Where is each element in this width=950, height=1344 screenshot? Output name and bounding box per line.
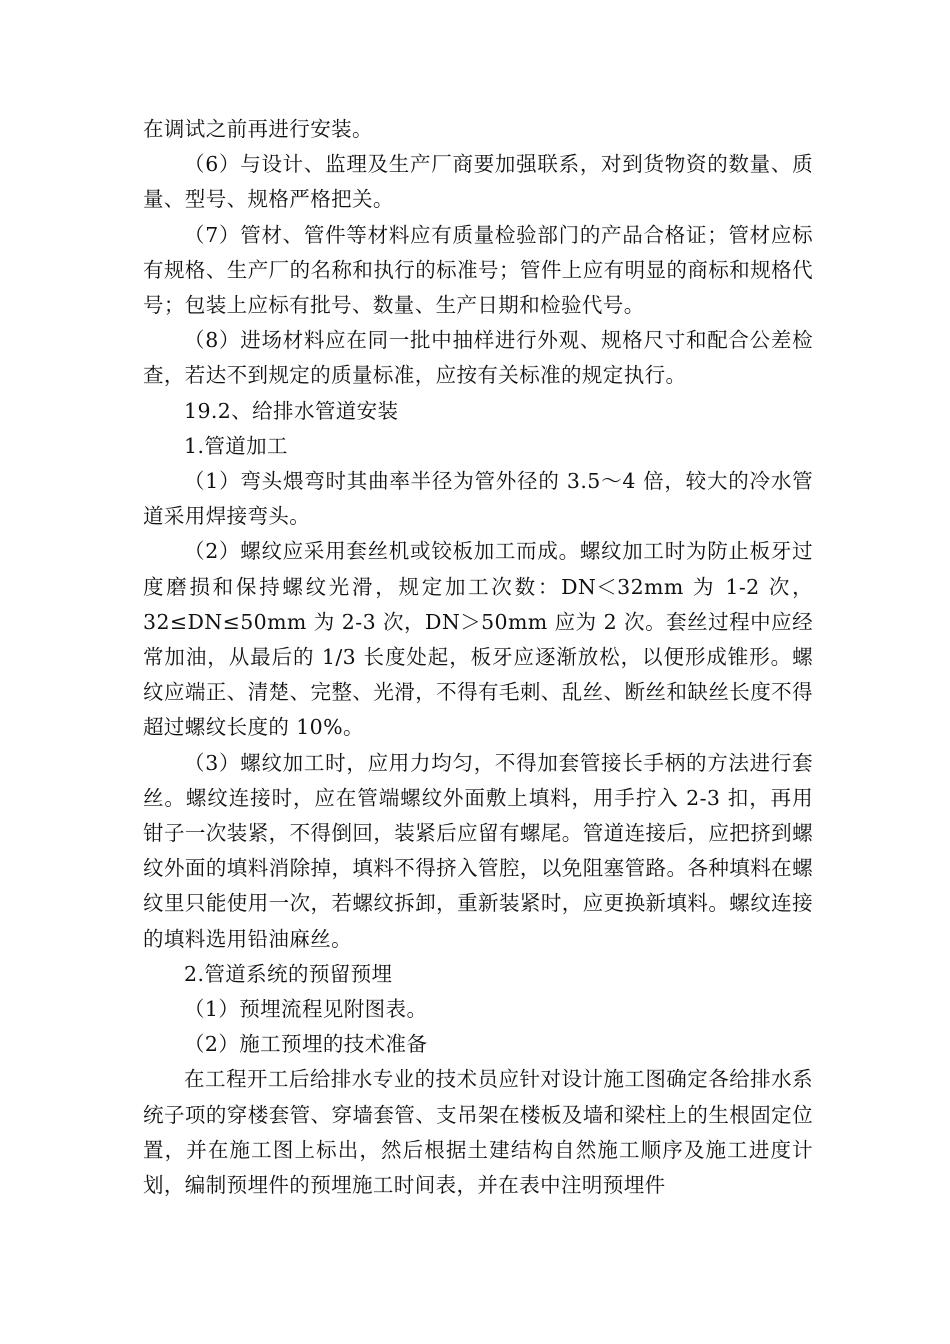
paragraph-embedding-1: （1）预埋流程见附图表。 <box>184 997 428 1022</box>
paragraph-item-8: （8）进场材料应在同一批中抽样进行外观、规格尺寸和配合公差检查，若达不到规定的质量标准，应按有关标准的规定执行。 <box>143 328 813 388</box>
paragraph-processing-2: （2）螺纹应采用套丝机或铰板加工而成。螺纹加工时为防止板牙过度磨损和保持螺纹光滑，规定加工次数：DN＜32mm 为 1-2 次，32≤DN≤50mm 为 2-3 次，DN＞50mm 应为 2 次。套丝过程中应经常加油，从最后的 1/3 长度处起，板牙应逐渐放松，以便形成锥形。螺纹应端正、清楚、完整、光滑，不得有毛刺、乱丝、断丝和缺丝长度不得超过螺纹长度的 10%。 <box>143 539 813 740</box>
paragraph-processing-1: （1）弯头煨弯时其曲率半径为管外径的 3.5～4 倍，较大的冷水管道采用焊接弯头。 <box>143 469 813 529</box>
section-heading-19-2: 19.2、给排水管道安装 <box>184 398 399 423</box>
paragraph-processing-3: （3）螺纹加工时，应用力均匀，不得加套管接长手柄的方法进行套丝。螺纹连接时，应在管端螺纹外面敷上填料，用手拧入 2-3 扣，再用钳子一次装紧，不得倒回，装紧后应留有螺尾。管道连接后，应把挤到螺纹外面的填料消除掉，填料不得挤入管腔，以免阻塞管路。各种填料在螺纹里只能使用一次，若螺纹拆卸，重新装紧时，应更换新填料。螺纹连接的填料选用铅油麻丝。 <box>143 750 813 951</box>
document-page <box>143 112 813 1203</box>
paragraph-technical-prep: 在工程开工后给排水专业的技术员应针对设计施工图确定各给排水系统子项的穿楼套管、穿墙套管、支吊架在楼板及墙和梁柱上的生根固定位置，并在施工图上标出，然后根据土建结构自然施工顺序及施工进度计划，编制预埋件的预埋施工时间表，并在表中注明预埋件 <box>143 1067 813 1198</box>
paragraph-item-7: （7）管材、管件等材料应有质量检验部门的产品合格证；管材应标有规格、生产厂的名称和执行的标准号；管件上应有明显的商标和规格代号；包装上应标有批号、数量、生产日期和检验代号。 <box>143 222 813 318</box>
subheading-reservation-embedding: 2.管道系统的预留预埋 <box>184 961 393 986</box>
paragraph-item-6: （6）与设计、监理及生产厂商要加强联系，对到货物资的数量、质量、型号、规格严格把关。 <box>143 152 813 212</box>
paragraph-continuation: 在调试之前再进行安装。 <box>143 117 373 141</box>
paragraph-embedding-2: （2）施工预埋的技术准备 <box>184 1032 428 1057</box>
subheading-pipe-processing: 1.管道加工 <box>184 433 288 458</box>
